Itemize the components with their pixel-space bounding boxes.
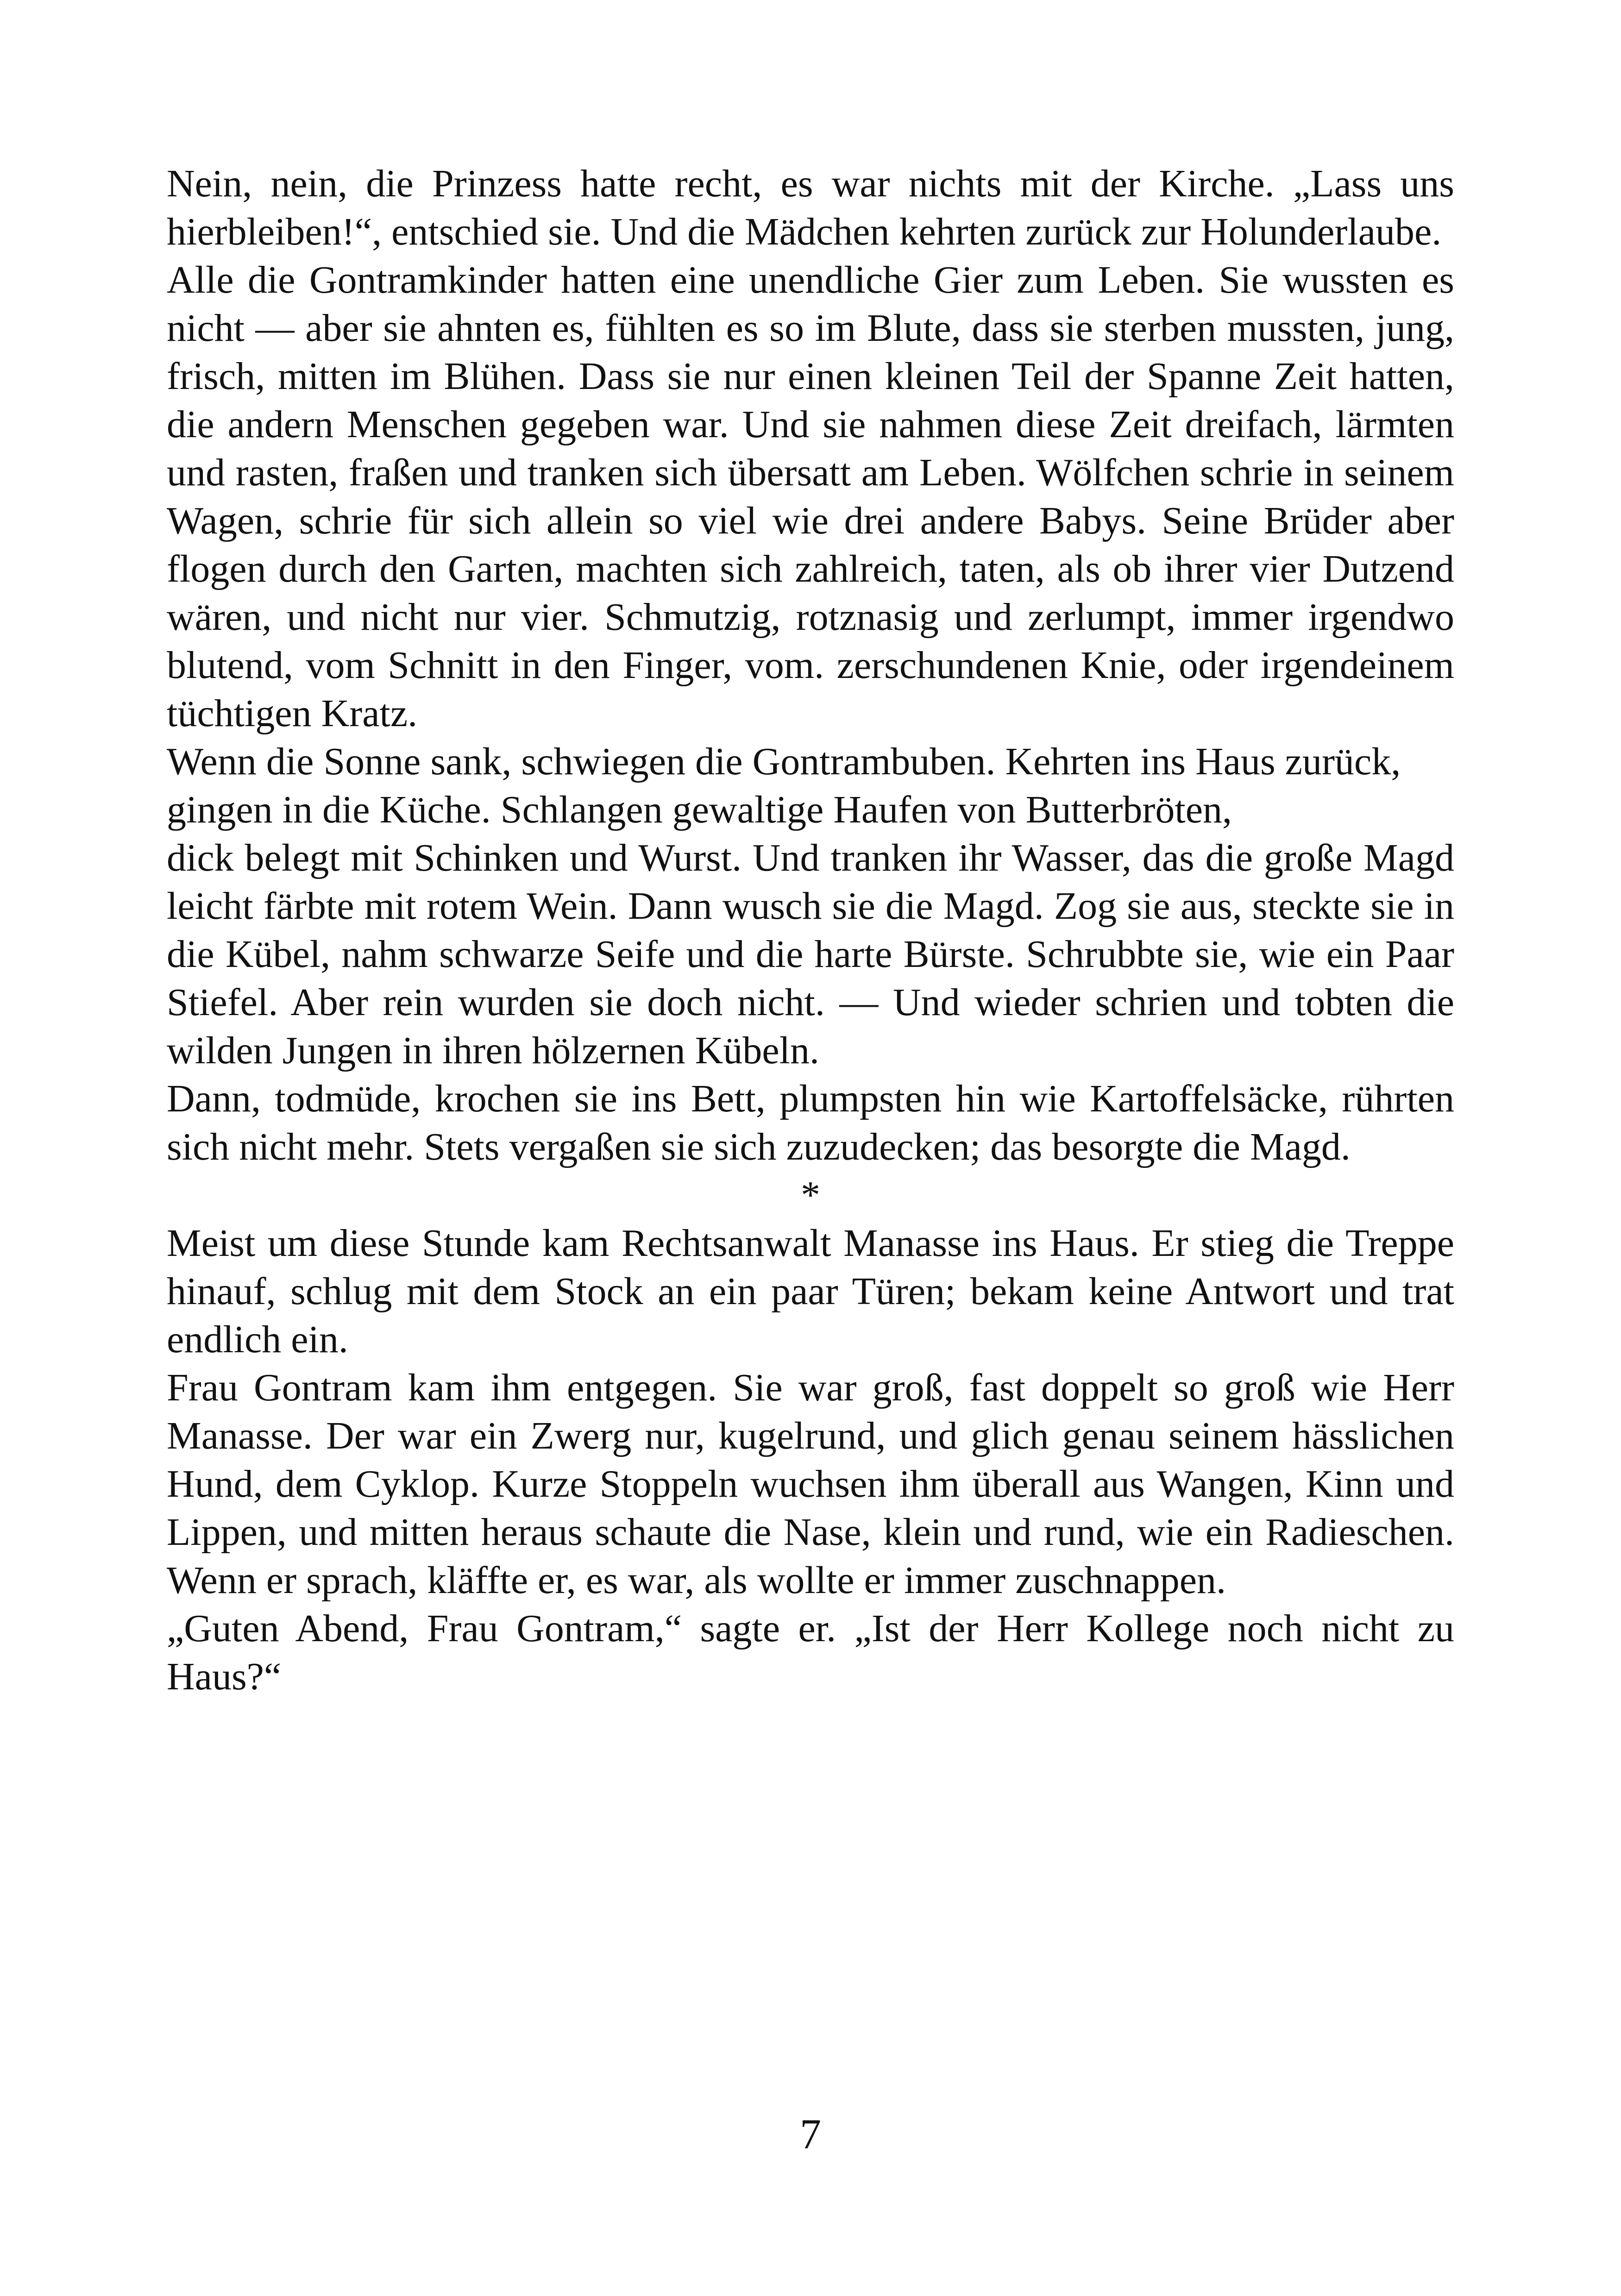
paragraph: Frau Gontram kam ihm entgegen. Sie war groß, fast doppelt so groß wie Herr Manasse. Der war ein Zwerg nur, kugelrund, und glich genau seinem hässlichen Hund, dem Cyklop. Kurze Stoppeln wuchsen ihm überall aus Wangen, Kinn und Lippen, und mitten heraus schaute die Nase, klein und rund, wie ein Radieschen. Wenn er sprach, kläffte er, es war, als wollte er immer zuschnappen. [167, 1366, 1454, 1602]
paragraph: Wenn die Sonne sank, schwiegen die Gontrambuben. Kehrten ins Haus zurück, gingen in die Küche. Schlangen gewaltige Haufen von Butterbröten, [167, 740, 1401, 831]
paragraph: „Guten Abend, Frau Gontram,“ sagte er. „Ist der Herr Kollege noch nicht zu Haus?“ [167, 1607, 1454, 1698]
paragraph: Dann, todmüde, krochen sie ins Bett, plumpsten hin wie Kartoffelsäcke, rührten sich nicht mehr. Stets vergaßen sie sich zuzudecken; das besorgte die Magd. [167, 1077, 1454, 1168]
paragraph: dick belegt mit Schinken und Wurst. Und tranken ihr Wasser, das die große Magd leicht färbte mit rotem Wein. Dann wusch sie die Magd. Zog sie aus, steckte sie in die Kübel, nahm schwarze Seife und die harte Bürste. Schrubbte sie, wie ein Paar Stiefel. Aber rein wurden sie doch nicht. — Und wieder schrien und tobten die wilden Jungen in ihren hölzernen Kübeln. [167, 836, 1454, 1072]
paragraph: Alle die Gontramkinder hatten eine unendliche Gier zum Leben. Sie wussten es nicht — aber sie ahnten es, fühlten es so im Blute, dass sie sterben mussten, jung, frisch, mitten im Blühen. Dass sie nur einen kleinen Teil der Spanne Zeit hatten, die andern Menschen gegeben war. Und sie nahmen diese Zeit dreifach, lärmten und rasten, fraßen und tranken sich übersatt am Leben. Wölfchen schrie in seinem Wagen, schrie für sich allein so viel wie drei andere Babys. Seine Brüder aber flogen durch den Garten, machten sich zahlreich, taten, als ob ihrer vier Dutzend wären, und nicht nur vier. Schmutzig, rotznasig und zerlumpt, immer irgendwo blutend, vom Schnitt in den Finger, vom. zerschundenen Knie, oder irgendeinem tüchtigen Kratz. [167, 258, 1454, 735]
page-number: 7 [800, 2110, 821, 2158]
scene-break: * [801, 1173, 820, 1217]
paragraph: Meist um diese Stunde kam Rechtsanwalt Manasse ins Haus. Er stieg die Treppe hinauf, schlug mit dem Stock an ein paar Türen; bekam keine Antwort und trat endlich ein. [167, 1222, 1454, 1361]
paragraph: Nein, nein, die Prinzess hatte recht, es war nichts mit der Kirche. „Lass uns hierbleiben!“, entschied sie. Und die Mädchen kehrten zurück zur Holunderlaube. [167, 162, 1454, 253]
page-body [167, 160, 1454, 1701]
